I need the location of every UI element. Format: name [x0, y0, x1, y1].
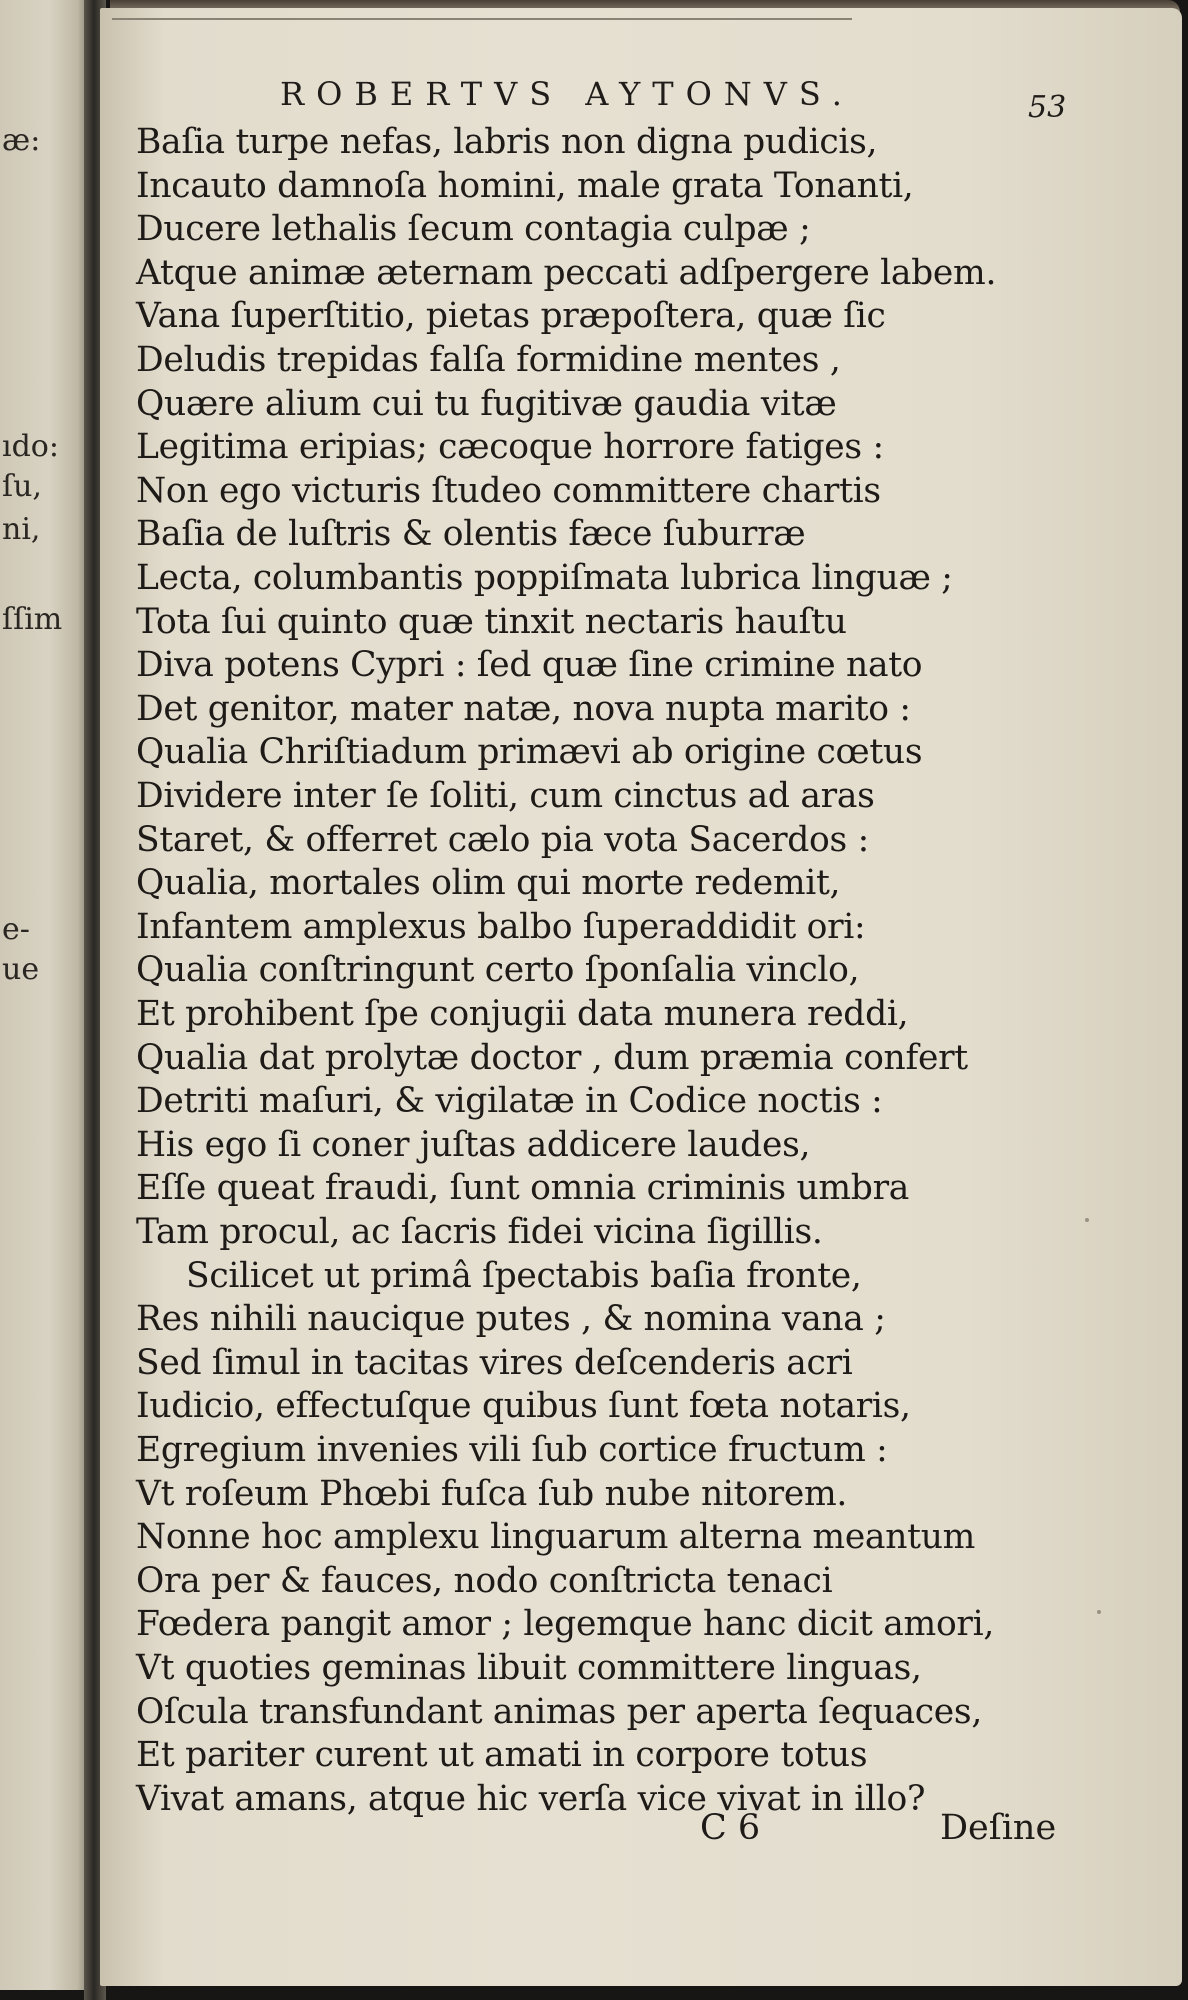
verse-line: Ora per & fauces, nodo conſtricta tenaci [136, 1560, 833, 1601]
verse-line: Qualia Chriſtiadum primævi ab origine cœtus [136, 732, 923, 773]
left-margin-text: e- [2, 912, 30, 947]
verse-line: Dividere inter ſe ſoliti, cum cinctus ad aras [136, 776, 875, 816]
verse-line: Vana ſuperſtitio, pietas præpoſtera, quæ ſic [136, 296, 886, 337]
verse-line: Nonne hoc amplexu linguarum alterna meantum [136, 1517, 976, 1558]
left-margin-text: ſu, [2, 469, 42, 504]
verse-line: Lecta, columbantis poppiſmata lubrica linguæ ; [136, 558, 953, 598]
verse-line: Scilicet ut primâ ſpectabis baſia fronte, [186, 1255, 862, 1296]
left-margin-text: æ: [2, 123, 41, 158]
verse-line: Tam procul, ac ſacris fidei vicina ſigillis. [136, 1212, 823, 1252]
verse-line: Vt quoties geminas libuit committere linguas, [136, 1648, 922, 1688]
verse-line: Legitima eripias; cæcoque horrore fatiges : [136, 427, 884, 468]
catchword: Deſine [940, 1808, 1057, 1848]
verse-line: Det genitor, mater natæ, nova nupta marito : [136, 688, 911, 729]
left-margin-text: ue [2, 952, 40, 987]
verse-line: Atque animæ æternam peccati adſpergere labem. [136, 252, 997, 293]
verse-line: Oſcula transfundant animas per aperta ſequaces, [136, 1691, 982, 1732]
paper-speck [1085, 1218, 1089, 1222]
verse-line: Baſia turpe nefas, labris non digna pudicis, [136, 122, 878, 162]
verse-line: Qualia conſtringunt certo ſponſalia vinclo, [136, 950, 860, 991]
verse-line: Staret, & offerret cælo pia vota Sacerdos : [136, 819, 869, 860]
verse-line: Et prohibent ſpe conjugii data munera reddi, [136, 994, 909, 1034]
verse-line: Deludis trepidas falſa formidine mentes , [136, 340, 841, 380]
verse-line: Fœdera pangit amor ; legemque hanc dicit amori, [136, 1604, 995, 1645]
signature-mark: C 6 [700, 1808, 761, 1848]
verse-line: Non ego victuris ſtudeo committere chartis [136, 470, 881, 511]
verse-line: Infantem amplexus balbo ſuperaddidit ori: [136, 906, 866, 947]
verse-line: Res nihili naucique putes , & nomina vana ; [136, 1299, 886, 1340]
verse-line: Iudicio, effectuſque quibus ſunt fœta notaris, [136, 1386, 911, 1427]
verse-line: Diva potens Cypri : ſed quæ ſine crimine nato [136, 645, 923, 686]
verse-line: Incauto damnoſa homini, male grata Tonanti, [136, 165, 914, 206]
running-head: ROBERTVS AYTONVS. [280, 75, 854, 113]
verse-line: Vt roſeum Phœbi fuſca ſub nube nitorem. [136, 1473, 848, 1514]
verse-line: Sed ſimul in tacitas vires deſcenderis acri [136, 1342, 853, 1383]
verse-line: Ducere lethalis ſecum contagia culpæ ; [136, 209, 811, 250]
verse-line: Vivat amans, atque hic verſa vice vivat in illo? [136, 1778, 926, 1819]
page-number: 53 [1028, 90, 1067, 125]
left-margin-text: ni, [2, 512, 41, 547]
verse-line: Qualia dat prolytæ doctor , dum præmia confert [136, 1037, 968, 1078]
verse-line: Et pariter curent ut amati in corpore totus [136, 1735, 868, 1776]
verse-line: Tota ſui quinto quæ tinxit nectaris hauſtu [136, 601, 847, 642]
verse-line: Baſia de luſtris & olentis fæce ſuburræ [136, 514, 806, 555]
left-margin-text: ıdo: [2, 429, 59, 464]
left-margin-text: ſſim [2, 602, 63, 637]
verse-line: Qualia, mortales olim qui morte redemit, [136, 863, 841, 904]
verse-line: Detriti maſuri, & vigilatæ in Codice noctis : [136, 1081, 883, 1122]
verse-line: Quære alium cui tu fugitivæ gaudia vitæ [136, 383, 837, 424]
verse-line: Egregium invenies vili ſub cortice fructum : [136, 1430, 888, 1470]
paper-speck [1097, 1610, 1101, 1614]
verse-line: His ego ſi coner juſtas addicere laudes, [136, 1124, 811, 1165]
verse-line: Eſſe queat fraudi, ſunt omnia criminis umbra [136, 1168, 910, 1209]
